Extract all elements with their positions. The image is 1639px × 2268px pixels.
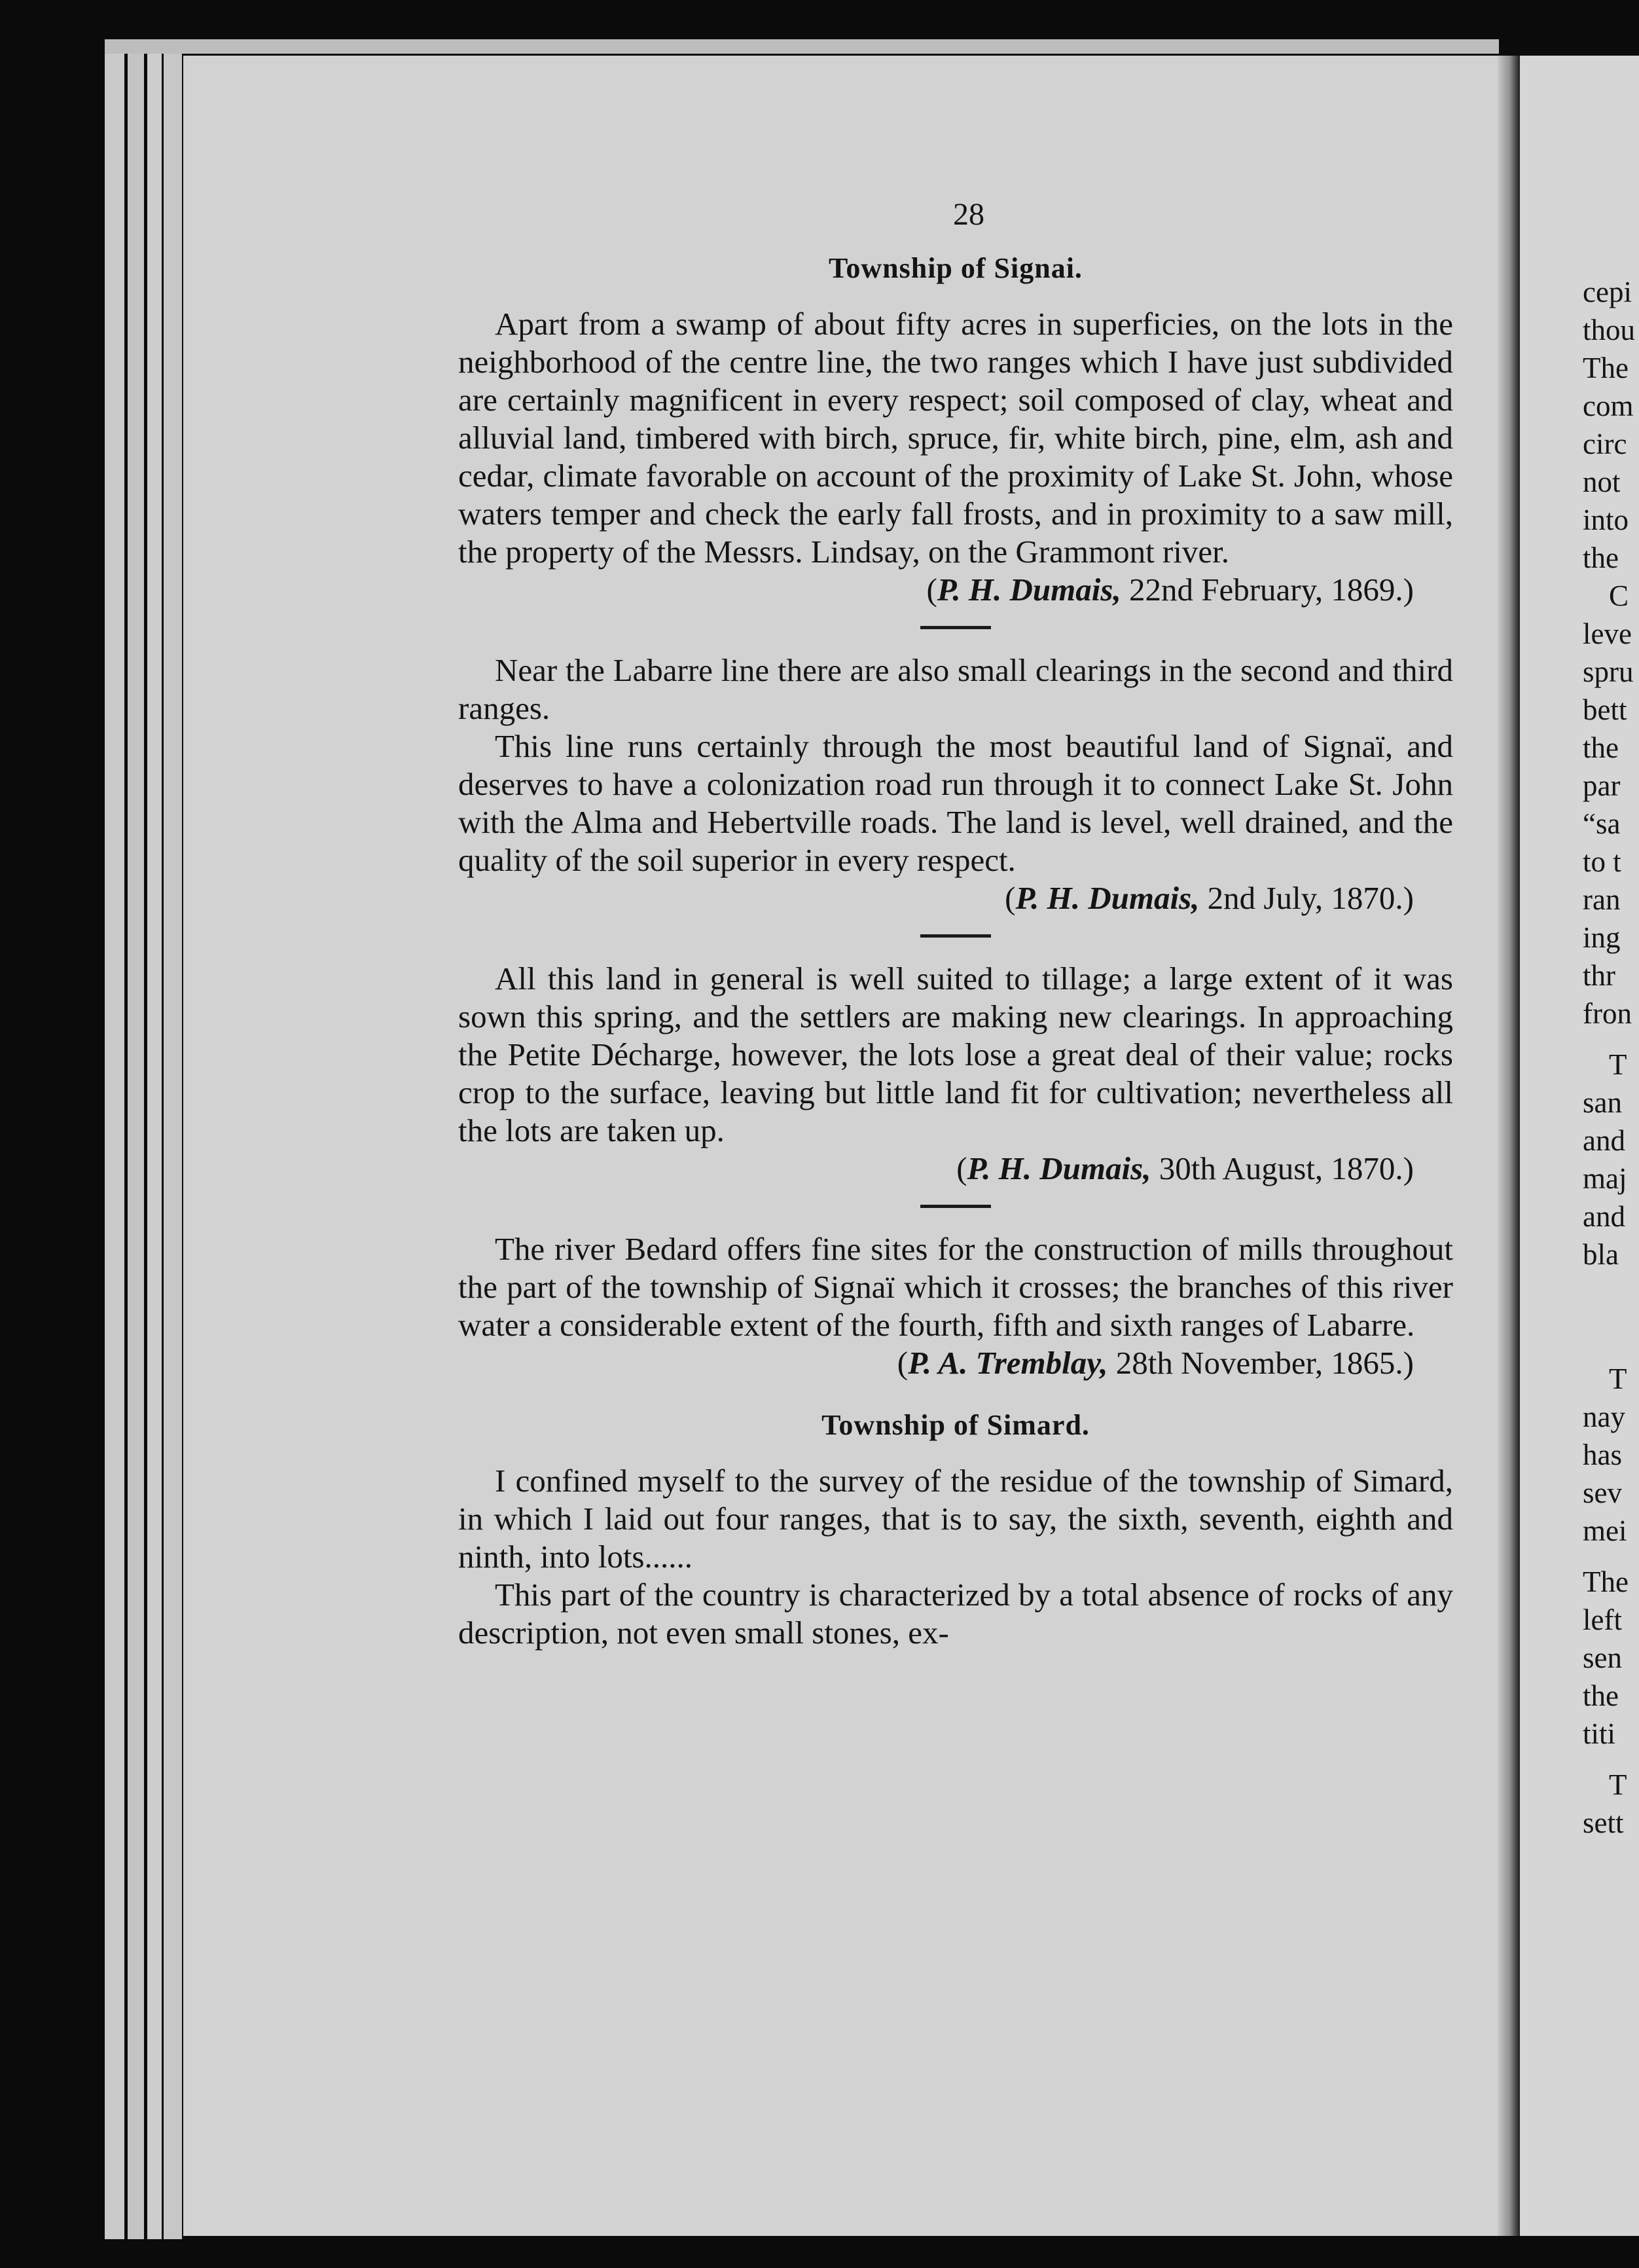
section-heading: Township of Signai.	[829, 252, 1083, 284]
citation-author: P. A. Tremblay,	[908, 1345, 1108, 1381]
facing-page-line: bett	[1583, 693, 1627, 726]
citation-author: P. H. Dumais,	[1015, 880, 1200, 916]
citation-open: (	[897, 1345, 909, 1381]
facing-page-line: sen	[1583, 1641, 1622, 1674]
facing-page-line: nay	[1583, 1400, 1625, 1433]
facing-page-line: thou	[1583, 314, 1636, 346]
facing-page-line: the	[1583, 1679, 1619, 1712]
paragraph: This part of the country is characterized by a total absence of rocks of any description, not even small stones, ex-	[458, 1577, 1453, 1651]
facing-page-line: ing	[1583, 921, 1621, 954]
page-edge-top	[105, 39, 1499, 54]
facing-page-line: the	[1583, 541, 1619, 574]
facing-page-line: and	[1583, 1200, 1625, 1233]
page-edge	[164, 54, 182, 2239]
facing-page-line: titi	[1583, 1717, 1616, 1750]
page-number: 28	[953, 197, 984, 232]
facing-page-line: the	[1583, 731, 1619, 764]
facing-page-line: maj	[1583, 1162, 1627, 1195]
facing-page-line: The	[1583, 1565, 1629, 1598]
facing-page-line: sett	[1583, 1806, 1624, 1839]
citation-author: P. H. Dumais,	[937, 572, 1121, 608]
facing-page-line: san	[1583, 1086, 1622, 1119]
facing-page-line: T	[1609, 1768, 1627, 1801]
citation-date: 22nd February, 1869.)	[1121, 572, 1414, 608]
facing-page-line: bla	[1583, 1238, 1619, 1271]
facing-page-line: sev	[1583, 1476, 1622, 1509]
citation	[458, 879, 1453, 917]
facing-page-line: thr	[1583, 959, 1615, 992]
facing-page-line: T	[1609, 1363, 1627, 1395]
paragraph: Near the Labarre line there are also small clearings in the second and third ranges.	[458, 652, 1453, 726]
facing-page-line: circ	[1583, 428, 1627, 460]
facing-page-line: com	[1583, 390, 1634, 422]
paragraph: All this land in general is well suited to tillage; a large extent of it was sown this spring, and the settlers are making new clearings. In approaching the Petite Décharge, however, the lots lose a great deal of their value; rocks crop to the surface, leaving but little land fit for cultivation; nevertheless all the lots are taken up.	[458, 960, 1453, 1148]
paragraph: Apart from a swamp of about fifty acres in superficies, on the lots in the neighborhood of the centre line, the two ranges which I have just subdivided are certainly magnificent in every respect; soil composed of clay, wheat and alluvial land, timbered with birch, spruce, fir, white birch, pine, elm, ash and cedar, climate favorable on account of the proximity of Lake St. John, whose waters temper and check the early fall frosts, and in proximity to a saw mill, the property of the Messrs. Lindsay, on the Grammont river.	[458, 306, 1453, 570]
citation-open: (	[1005, 880, 1016, 916]
facing-page-line: par	[1583, 769, 1621, 802]
page-content	[458, 196, 1453, 1652]
facing-page-line: cepi	[1583, 276, 1632, 308]
facing-page-line: C	[1609, 579, 1629, 612]
section-divider	[920, 934, 991, 938]
facing-page-line: ran	[1583, 883, 1621, 916]
section-divider	[920, 626, 991, 629]
facing-page-line: left	[1583, 1603, 1622, 1636]
citation-date: 28th November, 1865.)	[1108, 1345, 1414, 1381]
facing-page-line: T	[1609, 1048, 1627, 1081]
facing-page-line: mei	[1583, 1514, 1627, 1547]
citation-date: 30th August, 1870.)	[1151, 1150, 1414, 1186]
page-edge	[128, 49, 144, 2239]
citation-open: (	[956, 1150, 967, 1186]
facing-page-line: has	[1583, 1438, 1622, 1471]
paragraph: The river Bedard offers fine sites for the construction of mills throughout the part of the township of Signaï which it crosses; the branches of this river water a considerable extent of the fourth, fifth and sixth ranges of Labarre.	[458, 1231, 1453, 1343]
page-edge	[105, 46, 124, 2239]
page-edge	[147, 52, 162, 2239]
facing-page-line: and	[1583, 1124, 1625, 1157]
facing-page-line: “sa	[1583, 807, 1621, 840]
paragraph: This line runs certainly through the most beautiful land of Signaï, and deserves to have a colonization road run through it to connect Lake St. John with the Alma and Hebertville roads. The land is level, well drained, and the quality of the soil superior in every respect.	[458, 728, 1453, 878]
facing-page-line: spru	[1583, 655, 1634, 688]
book-gutter	[1498, 56, 1520, 2236]
facing-page-line: fron	[1583, 997, 1632, 1030]
section-divider	[920, 1205, 991, 1208]
citation-open: (	[926, 572, 937, 608]
facing-page-line: not	[1583, 466, 1621, 498]
facing-page-line: leve	[1583, 617, 1632, 650]
citation-author: P. H. Dumais,	[967, 1150, 1151, 1186]
citation	[458, 1150, 1453, 1188]
section-heading: Township of Simard.	[821, 1409, 1090, 1441]
facing-page-line: into	[1583, 503, 1629, 536]
facing-page-line: to t	[1583, 845, 1621, 878]
citation-date: 2nd July, 1870.)	[1199, 880, 1414, 916]
citation	[458, 1344, 1453, 1382]
citation	[458, 571, 1453, 609]
paragraph: I confined myself to the survey of the residue of the township of Simard, in which I laid out four ranges, that is to say, the sixth, seventh, eighth and ninth, into lots......	[458, 1463, 1453, 1575]
facing-page-line: The	[1583, 352, 1629, 384]
